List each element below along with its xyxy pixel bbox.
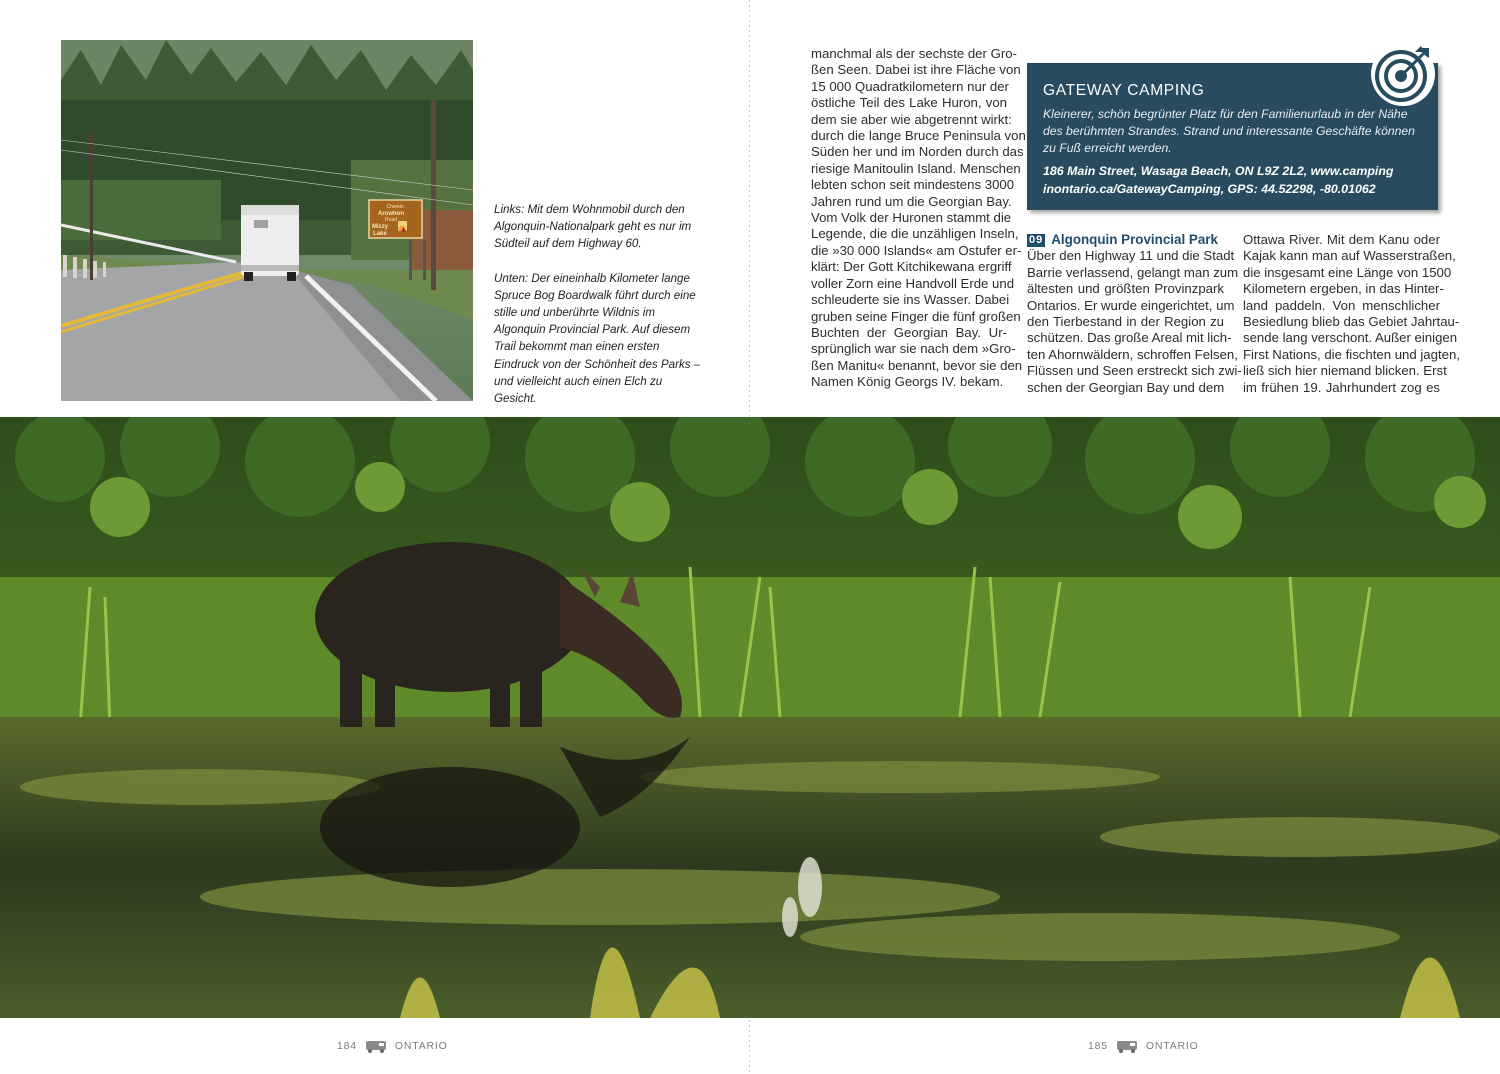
sign-text-4: Mizzy xyxy=(371,224,389,230)
moose-photo xyxy=(0,417,1500,1018)
column2-line: schützen. Das große Areal mit lich- xyxy=(1027,330,1232,346)
section-heading-text: Algonquin Provincial Park xyxy=(1051,232,1218,247)
infobox-address-line-1: 186 Main Street, Wasaga Beach, ON L9Z 2L2, www.camping xyxy=(1043,164,1394,178)
caption-bottom: Unten: Der eineinhalb Kilometer lange Spruce Bog Boardwalk führt durch eine stille und unberührte Wildnis im Algonquin Provincial Park. Auf diesem Trail bekommt man einen ersten Eindruck von der Schönheit des Parks – und vielleicht auch einen Elch zu Gesicht. xyxy=(494,271,701,406)
caption-left: Links: Mit dem Wohnmobil durch den Algonquin-Nationalpark geht es nur im Südteil auf dem Highway 60. xyxy=(494,203,692,251)
page-number-right: 185 xyxy=(1088,1040,1108,1052)
column3-line: ließ sich hier niemand blicken. Erst xyxy=(1243,363,1447,379)
column1-line: Legende, die die unzähligen Inseln, xyxy=(811,226,1019,242)
camper-van-icon xyxy=(1116,1039,1138,1053)
column1-line: Buchten der Georgian Bay. Ur- xyxy=(811,324,1007,340)
sign-text-3: Road xyxy=(385,217,397,223)
column1-line: sprünglich war sie nach dem »Gro- xyxy=(811,341,1016,357)
column1-line: voller Zorn eine Handvoll Erde und xyxy=(811,275,1015,291)
footer-left xyxy=(337,1039,448,1053)
column2-line: den Tierbestand in der Region zu xyxy=(1027,314,1224,330)
column2-line: Ontarios. Er wurde eingerichtet, um xyxy=(1027,297,1235,313)
road-photo-drawing xyxy=(61,40,473,401)
moose-photo-drawing xyxy=(0,417,1500,1018)
column1-line: Jahren rund um die Georgian Bay. xyxy=(811,193,1012,209)
column3-line: Ottawa River. Mit dem Kanu oder xyxy=(1243,232,1440,247)
column2-line: Über den Highway 11 und die Stadt xyxy=(1027,248,1235,264)
column1-line: die »30 000 Islands« am Ostufer er- xyxy=(811,242,1022,258)
column1-line: gruben seine Finger die fünf großen xyxy=(811,308,1021,324)
column3-line: Kilometern ergeben, in das Hinter- xyxy=(1243,281,1444,297)
column1-line: östliche Teil des Lake Huron, von xyxy=(811,95,1007,111)
section-number-badge: 09 xyxy=(1029,233,1044,246)
infobox-description: Kleinerer, schön begrünter Platz für den Familienurlaub in der Nähe des berühmten Strandes. Strand und interessante Geschäfte können zu Fuß erreicht werden. xyxy=(1043,107,1415,155)
column2-line: ten Ahornwäldern, schroffen Felsen, xyxy=(1027,346,1238,362)
footer-right xyxy=(1088,1039,1199,1053)
column1-line: ßen Manitu« benannt, bevor sie den xyxy=(811,357,1023,373)
column3-line: Besiedlung blieb das Gebiet Jahrtau- xyxy=(1243,314,1460,330)
column1-line: klärt: Der Gott Kitchikewana ergriff xyxy=(811,259,1012,275)
column3-line: land paddeln. Von menschlicher xyxy=(1243,297,1440,313)
section-heading-algonquin xyxy=(1027,232,1224,248)
rv-vehicle xyxy=(241,205,299,281)
column1-line: Namen König Georgs IV. bekam. xyxy=(811,374,1004,390)
footer-label-right: ONTARIO xyxy=(1145,1040,1199,1052)
column1-line: riesige Manitoulin Island. Menschen xyxy=(811,160,1021,176)
column1-line: lebten schon seit mindestens 3000 xyxy=(811,177,1015,193)
photo-captions xyxy=(494,201,706,424)
sign-text-1: Chemin xyxy=(386,204,404,210)
column3-line: im frühen 19. Jahrhundert zog es xyxy=(1243,379,1440,395)
infobox-address xyxy=(1043,163,1428,198)
column1-line: durch die lange Bruce Peninsula von xyxy=(811,128,1026,144)
column2-line: Barrie verlassend, gelangt man zum xyxy=(1027,264,1239,280)
road-photo xyxy=(61,40,473,401)
column3-line: First Nations, die fischten und jagten, xyxy=(1243,346,1460,362)
column1-line: dem sie aber wie abgetrennt wirkt: xyxy=(811,111,1012,127)
column3-line: Kajak kann man auf Wasserstraßen, xyxy=(1243,248,1456,264)
text-column-2 xyxy=(1027,232,1242,396)
column1-line: ßen Seen. Dabei ist ihre Fläche von xyxy=(811,62,1021,78)
text-column-1 xyxy=(811,46,1026,391)
infobox-address-line-2: inontario.ca/GatewayCamping, GPS: 44.52298, -80.01062 xyxy=(1043,181,1376,196)
column2-line: ältesten und größten Provinzpark xyxy=(1027,281,1224,297)
column2-line: Flüssen und Seen erstreckt sich zwi- xyxy=(1027,363,1242,379)
text-column-3 xyxy=(1243,232,1460,396)
column3-line: die insgesamt eine Länge von 1500 xyxy=(1243,264,1452,280)
footer-label-left: ONTARIO xyxy=(394,1040,448,1052)
svg-text:⛺: ⛺ xyxy=(397,223,407,232)
sign-text-5: Lake xyxy=(373,231,387,237)
column1-line: Süden her und im Norden durch das xyxy=(811,144,1024,160)
column1-line: schleuderte sie ins Wasser. Dabei xyxy=(811,292,1010,308)
target-icon xyxy=(1369,40,1437,108)
camper-van-icon xyxy=(365,1039,387,1053)
column3-line: sende lang verschont. Außer einigen xyxy=(1243,330,1458,346)
sign-text-2: Arowhon xyxy=(378,211,404,217)
column1-line: 15 000 Quadratkilometern nur der xyxy=(811,78,1009,94)
infobox-title: GATEWAY CAMPING xyxy=(1043,82,1205,99)
column1-line: Vom Volk der Huronen stammt die xyxy=(811,210,1012,226)
page-number-left: 184 xyxy=(337,1040,357,1052)
column1-line: manchmal als der sechste der Gro- xyxy=(811,46,1017,61)
column2-line: schen der Georgian Bay und dem xyxy=(1027,379,1225,395)
